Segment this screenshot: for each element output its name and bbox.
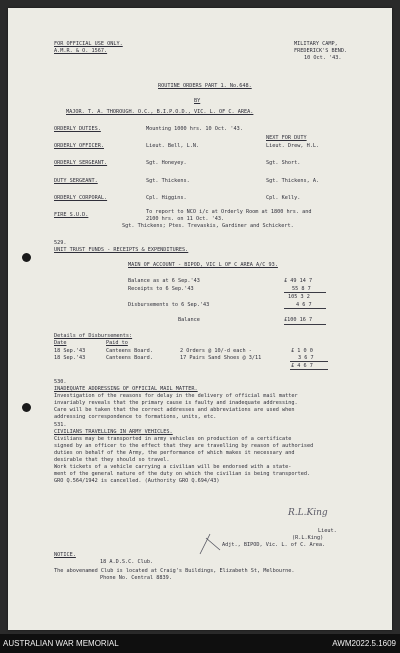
footer-reference: AWM2022.5.1609 [332, 639, 396, 648]
duty-next: Sgt. Thickens, A. [266, 178, 320, 184]
section-531-line: ment of the general nature of the duty on which the civilian is being transported. [54, 471, 311, 477]
archive-footer [0, 634, 400, 653]
issuing-officer: MAJOR. T. A. THOROUGH. O.C., B.I.P.O.D., VIC. L. OF C. AREA. [66, 109, 254, 115]
final-balance-amount: £100 16 7 [284, 317, 313, 323]
section-530-line: addressing correspondence to formations, units, etc. [54, 414, 217, 420]
signatory-rank: Lieut. [318, 528, 337, 534]
disbursements-label: Disbursements to 6 Sep.'43 [128, 302, 210, 308]
classification-line-2: A.M.R. & O. 1567. [54, 48, 108, 54]
order-by: BY [194, 98, 201, 104]
duty-role: ORDERLY SERGEANT. [54, 160, 108, 166]
section-531-line: Civilians may be transported in army vehicles on production of a certificate [54, 436, 292, 442]
fire-squad-line-3: Sgt. Thickens; Ptes. Trevaskis, Gardiner and Schickert. [122, 223, 294, 229]
order-date: 10 Oct. '43. [304, 55, 342, 61]
order-title: ROUTINE ORDERS PART 1. No.648. [158, 83, 252, 89]
table-row-date: 18 Sep.'43 [54, 355, 86, 361]
duty-current: Mounting 1000 hrs. 10 Oct. '43. [146, 126, 243, 132]
disbursements-amount: 4 6 7 [296, 302, 312, 308]
section-530-heading: INADEQUATE ADDRESSING OF OFFICIAL MAIL MATTER. [54, 386, 198, 392]
fire-squad-line-1: To report to NCO i/c at Orderly Room at 1800 hrs. and [146, 209, 312, 215]
rule [290, 369, 328, 370]
duty-current: Sgt. Honeyey. [146, 160, 187, 166]
punch-hole-bottom [22, 403, 31, 412]
column-date: Date [54, 340, 67, 346]
notice-line-2: Phone No. Central 8839. [100, 575, 172, 581]
disbursement-details-heading: Details of Disbursements: [54, 333, 133, 339]
section-531-line: duties on behalf of the Army, the performance of which makes it necessary and [54, 450, 295, 456]
fire-squad-line-2: 2100 hrs. on 11 Oct. '43. [146, 216, 225, 222]
duty-next: Sgt. Short. [266, 160, 301, 166]
section-529-number: 529. [54, 240, 67, 246]
duty-next: Cpl. Kelly. [266, 195, 301, 201]
rule [284, 308, 326, 309]
receipts-label: Receipts to 6 Sep.'43 [128, 286, 194, 292]
table-row-paid-to: Canteens Board. [106, 348, 153, 354]
table-row-amount: 3 6 7 [298, 355, 314, 361]
duty-current: Sgt. Thickens. [146, 178, 190, 184]
notice-club-name: 18 A.D.S.C. Club. [100, 559, 154, 565]
section-530-line: invariably reveals that the primary cause is faulty and inadequate addressing. [54, 400, 298, 406]
balance-amount: £ 49 14 7 [284, 278, 313, 284]
subtotal-amount: 105 3 2 [288, 294, 310, 300]
final-balance-label: Balance [178, 317, 200, 323]
section-531-number: 531. [54, 422, 67, 428]
table-row-paid-to: Canteens Board. [106, 355, 153, 361]
column-paid-to: Paid to [106, 340, 128, 346]
location-line-1: MILITARY CAMP, [294, 41, 338, 47]
section-531-line: desirable that they should so travel. [54, 457, 170, 463]
table-row-amount: £ 1 0 0 [291, 348, 313, 354]
duty-current: Lieut. Bell, L.N. [146, 143, 200, 149]
duty-current: Cpl. Higgins. [146, 195, 187, 201]
rule [284, 292, 326, 293]
section-529-heading: UNIT TRUST FUNDS - RECEIPTS & EXPENDITURES. [54, 247, 189, 253]
fire-squad-label: FIRE S.U.D. [54, 212, 89, 218]
notice-line-1: The abovenamed Club is located at Craig's Buildings, Elizabeth St, Melbourne. [54, 568, 295, 574]
punch-hole-top [22, 253, 31, 262]
duty-role: ORDERLY OFFICER. [54, 143, 104, 149]
footer-institution: AUSTRALIAN WAR MEMORIAL [3, 639, 119, 648]
duty-next: Lieut. Drew, H.L. [266, 143, 320, 149]
balance-label: Balance as at 6 Sep.'43 [128, 278, 200, 284]
receipts-amount: 55 8 7 [292, 286, 311, 292]
disbursement-total: £ 4 6 7 [291, 363, 313, 369]
section-531-line: Work tickets of a vehicle carrying a civilian will be endorsed with a state- [54, 464, 292, 470]
document-page [8, 8, 392, 630]
table-row-item: 17 Pairs Sand Shoes @ 3/11 [180, 355, 262, 361]
rule [284, 324, 326, 325]
classification-line-1: FOR OFFICIAL USE ONLY. [54, 41, 123, 47]
rule [290, 361, 328, 362]
duty-role: ORDERLY CORPORAL. [54, 195, 108, 201]
account-heading: MAIN OF ACCOUNT - BIPOD, VIC L OF C AREA A/C 93. [128, 262, 278, 268]
handwritten-signature: R.L.King [288, 508, 328, 518]
table-row-item: 2 Orders @ 10/-d each - [180, 348, 252, 354]
table-row-date: 18 Sep.'43 [54, 348, 86, 354]
section-531-line: GRO Q.564/1942 is cancelled. (Authority GRO Q.694/43) [54, 478, 220, 484]
notice-label: NOTICE. [54, 552, 76, 558]
duty-role: ORDERLY DUTIES. [54, 126, 101, 132]
section-530-line: Care will be taken that the correct addresses and abbreviations are used when [54, 407, 295, 413]
section-530-line: Investigation of the reasons for delay in the delivery of official mail matter [54, 393, 298, 399]
location-line-2: FREDERICK'S BEND. [294, 48, 348, 54]
duty-role: DUTY SERGEANT. [54, 178, 98, 184]
next-for-duty-heading: NEXT FOR DUTY [266, 135, 307, 141]
section-531-heading: CIVILIANS TRAVELLING IN ARMY VEHICLES. [54, 429, 173, 435]
signatory-appointment: Adjt., BIPOD, Vic. L. of C. Area. [222, 542, 326, 548]
signatory-name: (R.L.King) [292, 535, 324, 541]
section-530-number: 530. [54, 379, 67, 385]
section-531-line: signed by an officer to the effect that they are travelling by reason of authorised [54, 443, 314, 449]
